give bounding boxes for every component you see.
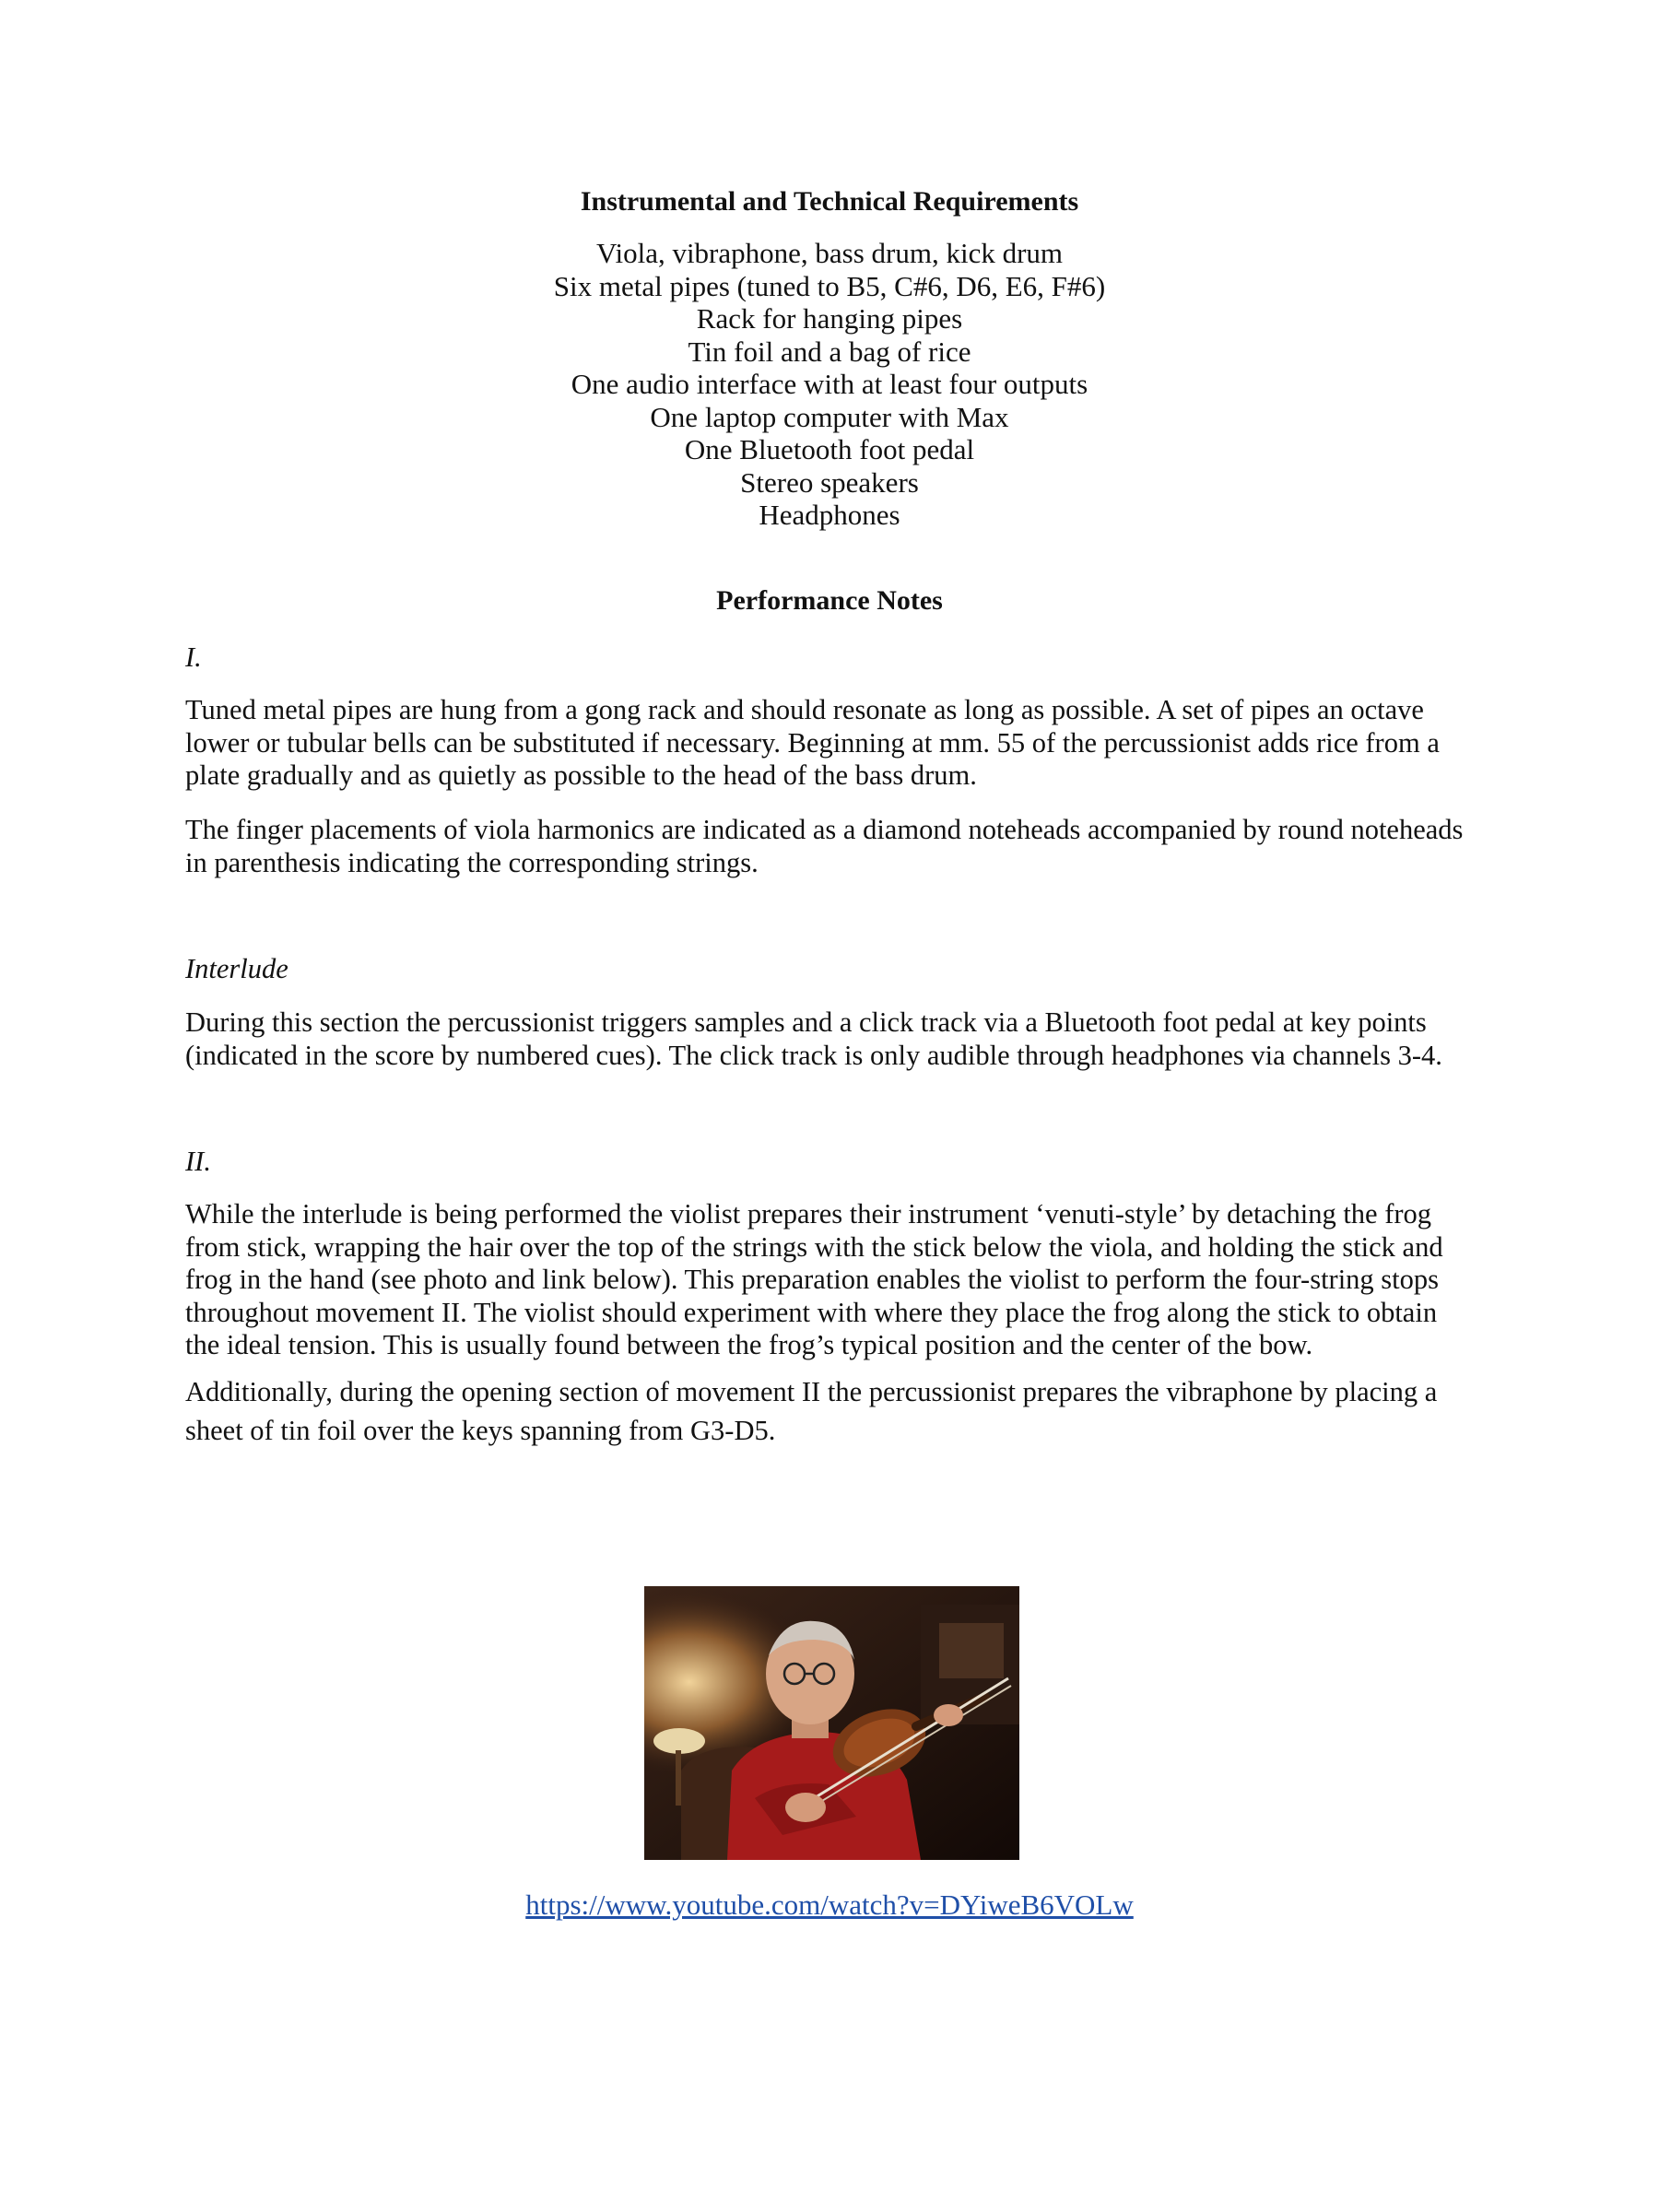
requirement-item: Viola, vibraphone, bass drum, kick drum — [595, 237, 1064, 269]
movement-1-paragraph-1 — [185, 694, 1494, 793]
paragraph-line: the ideal tension. This is usually found between the frog’s typical position and the center of the bow. — [185, 1329, 1313, 1360]
video-link-line — [0, 1888, 1659, 1922]
paragraph-line: frog in the hand (see photo and link below). This preparation enables the violist to perform the four-string stops — [185, 1264, 1440, 1295]
performance-notes-title: Performance Notes — [716, 585, 943, 616]
interlude-paragraph-1 — [185, 1006, 1494, 1072]
paragraph-line: sheet of tin foil over the keys spanning from G3-D5. — [185, 1414, 776, 1446]
paragraph-line: The finger placements of viola harmonics are indicated as a diamond noteheads accompanied by round noteheads — [185, 814, 1464, 845]
requirement-item: Six metal pipes (tuned to B5, C#6, D6, E6, F#6) — [553, 269, 1106, 302]
paragraph-line: While the interlude is being performed the violist prepares their instrument ‘venuti-style’ by detaching the frog — [185, 1198, 1432, 1230]
paragraph-line: During this section the percussionist triggers samples and a click track via a Bluetooth foot pedal at key points — [185, 1006, 1427, 1038]
movement-2-paragraph-1 — [185, 1198, 1494, 1362]
movement-1-heading: I. — [185, 641, 202, 673]
requirements-title: Instrumental and Technical Requirements — [580, 186, 1079, 217]
paragraph-line: Tuned metal pipes are hung from a gong rack and should resonate as long as possible. A set of pipes an octave — [185, 694, 1424, 725]
requirement-item: One audio interface with at least four outputs — [571, 368, 1088, 400]
movement-2-paragraph-2 — [185, 1376, 1494, 1447]
paragraph-line: throughout movement II. The violist should experiment with where they place the frog along the stick to obtain — [185, 1296, 1438, 1328]
violinist-photo — [644, 1586, 1019, 1860]
requirement-item: Rack for hanging pipes — [696, 302, 963, 335]
movement-2-heading: II. — [185, 1146, 211, 1177]
paragraph-line: from stick, wrapping the hair over the top of the strings with the stick below the viola, and holding the stick and — [185, 1230, 1443, 1263]
requirements-list — [0, 237, 1659, 532]
paragraph-line: (indicated in the score by numbered cues). The click track is only audible through headphones via channels 3-4. — [185, 1039, 1442, 1071]
requirement-item: One Bluetooth foot pedal — [684, 433, 975, 465]
youtube-link[interactable]: https://www.youtube.com/watch?v=DYiweB6VOLw — [525, 1888, 1134, 1921]
interlude-heading: Interlude — [185, 953, 288, 984]
requirement-item: Stereo speakers — [740, 465, 919, 499]
paragraph-line: in parenthesis indicating the corresponding strings. — [185, 846, 759, 878]
paragraph-line: lower or tubular bells can be substituted if necessary. Beginning at mm. 55 of the percussionist adds rice from a — [185, 726, 1440, 759]
movement-1-paragraph-2 — [185, 814, 1494, 879]
requirement-item: One laptop computer with Max — [650, 400, 1009, 433]
paragraph-line: Additionally, during the opening section of movement II the percussionist prepares the vibraphone by placing a — [185, 1376, 1438, 1407]
requirement-item: Tin foil and a bag of rice — [688, 335, 971, 368]
paragraph-line: plate gradually and as quietly as possible to the head of the bass drum. — [185, 759, 977, 791]
requirement-item: Headphones — [759, 499, 900, 531]
